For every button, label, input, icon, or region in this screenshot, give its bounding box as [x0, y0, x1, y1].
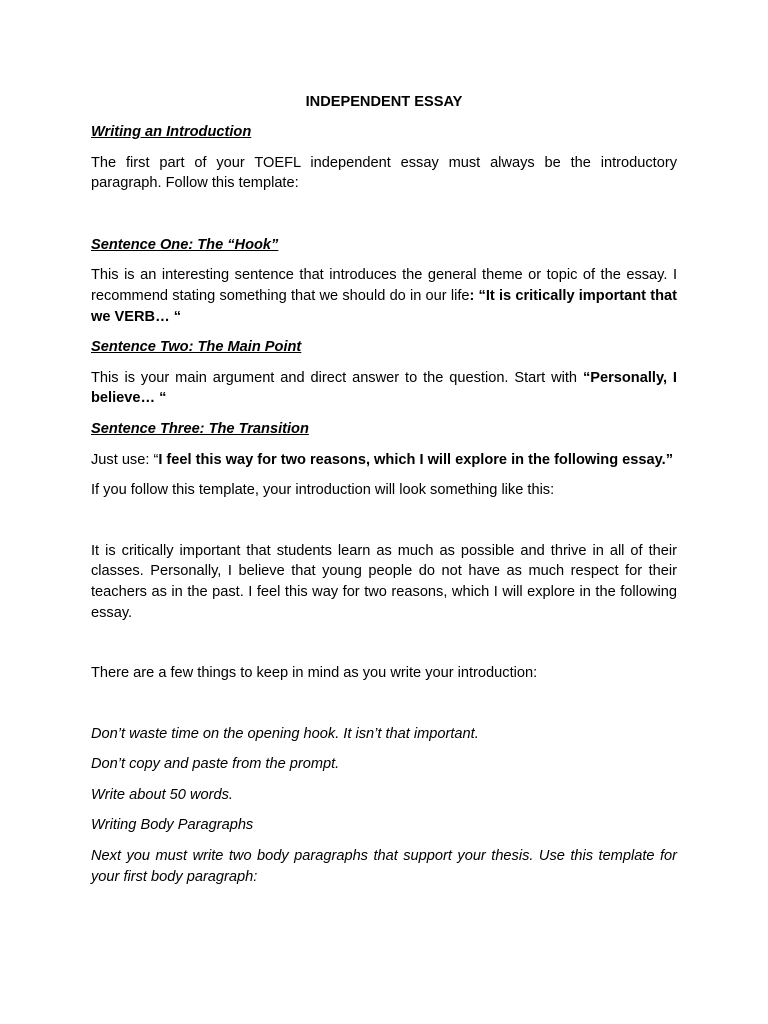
transition-text: Just use: “: [91, 451, 159, 468]
document-title: INDEPENDENT ESSAY: [305, 94, 463, 110]
heading-sentence-three: Sentence Three: The Transition: [91, 420, 309, 437]
hook-paragraph: [91, 265, 677, 327]
transition-example: I feel this way for two reasons, which I will explore in the following essay.”: [158, 451, 674, 468]
body-paragraph-text: Next you must write two body paragraphs that support your thesis. Use this template for your first body paragraph:: [91, 848, 677, 885]
tip-opening-hook: Don’t waste time on the opening hook. It isn’t that important.: [91, 725, 479, 742]
heading-sentence-two: Sentence Two: The Main Point: [91, 339, 302, 356]
main-example: “Personally, I believe… “: [91, 369, 677, 407]
transition-paragraph: [91, 450, 677, 471]
sample-introduction: It is critically important that students learn as much as possible and thrive in all of their classes. Personally, I believe that young people do not have as much respect for their teachers as in the past. I feel this way for two reasons, which I will explore in the following essay.: [91, 542, 677, 621]
main-point-paragraph: [91, 368, 677, 409]
heading-body-paragraphs: Writing Body Paragraphs: [91, 817, 254, 834]
intro-paragraph: The first part of your TOEFL independent essay must always be the introductory paragraph. Follow this template:: [91, 154, 677, 192]
heading-sentence-one: Sentence One: The “Hook”: [91, 236, 279, 253]
template-lead: If you follow this template, your introduction will look something like this:: [91, 482, 555, 499]
main-text: This is your main argument and direct answer to the question. Start with: [91, 369, 583, 386]
heading-writing-introduction: Writing an Introduction: [91, 124, 252, 140]
tip-copy-paste: Don’t copy and paste from the prompt.: [91, 756, 340, 773]
tips-lead: There are a few things to keep in mind as you write your introduction:: [91, 665, 538, 682]
hook-text: This is an interesting sentence that introduces the general theme or topic of the essay. I recommend stating something that we should do in our life: [91, 267, 677, 304]
document-content: [91, 92, 677, 887]
hook-example: : “It is critically important that we VERB… “: [91, 287, 677, 325]
tip-word-count: Write about 50 words.: [91, 786, 233, 803]
